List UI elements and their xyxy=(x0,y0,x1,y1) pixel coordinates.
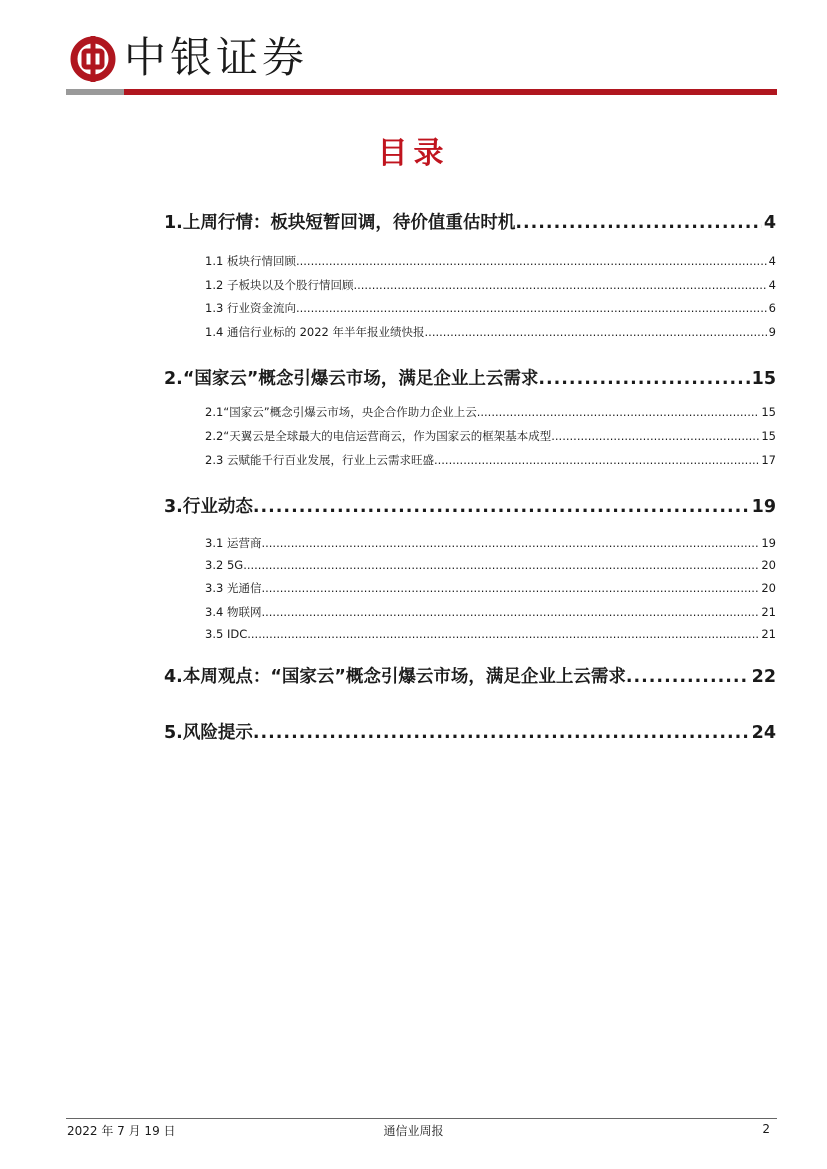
toc-section-title: 4.本周观点：“国家云”概念引爆云市场，满足企业上云需求 xyxy=(164,667,626,687)
toc-section-1[interactable] xyxy=(164,209,776,233)
footer-report-name: 通信业周报 xyxy=(383,1124,444,1138)
toc-item-2-2[interactable] xyxy=(205,428,776,444)
leader-dots xyxy=(261,536,759,550)
toc-page-number: 4 xyxy=(768,254,776,268)
leader-dots xyxy=(296,301,767,315)
toc-item-title: 1.1 板块行情回顾 xyxy=(205,254,296,268)
toc-item-1-4[interactable] xyxy=(205,324,776,340)
toc-page-number: 4 xyxy=(763,213,776,233)
bank-of-china-logo-icon xyxy=(70,36,116,82)
toc-item-1-2[interactable] xyxy=(205,277,776,293)
toc-item-3-5[interactable] xyxy=(205,627,776,643)
toc-item-title: 1.2 子板块以及个股行情回顾 xyxy=(205,278,354,292)
leader-dots xyxy=(243,558,759,572)
toc-item-1-3[interactable] xyxy=(205,300,776,316)
toc-section-title: 5.风险提示 xyxy=(164,723,253,743)
toc-item-1-1[interactable] xyxy=(205,253,776,269)
toc-item-title: 3.5 IDC xyxy=(205,627,248,641)
toc-page-number: 4 xyxy=(768,278,776,292)
toc-page-number: 15 xyxy=(761,429,776,443)
toc-page-number: 15 xyxy=(751,369,776,389)
toc-item-title: 3.4 物联网 xyxy=(205,605,262,619)
toc-item-3-3[interactable] xyxy=(205,580,776,596)
toc-page-number: 15 xyxy=(761,405,776,419)
toc-section-title: 1.上周行情：板块短暂回调，待价值重估时机 xyxy=(164,213,516,233)
toc-item-title: 3.3 光通信 xyxy=(205,581,262,595)
toc-section-title: 3.行业动态 xyxy=(164,497,253,517)
toc-item-title: 2.1“国家云”概念引爆云市场，央企合作助力企业上云 xyxy=(205,405,477,419)
header-rule-red xyxy=(124,89,777,95)
toc-page-number: 19 xyxy=(761,536,776,550)
toc-item-3-4[interactable] xyxy=(205,604,776,620)
leader-dots xyxy=(261,581,759,595)
toc-section-3[interactable] xyxy=(164,493,776,517)
toc-item-2-3[interactable] xyxy=(205,452,776,468)
toc-section-5[interactable] xyxy=(164,719,776,743)
toc-item-title: 3.1 运营商 xyxy=(205,536,262,550)
leader-dots xyxy=(296,254,767,268)
leader-dots xyxy=(477,405,760,419)
toc-item-title: 2.3 云赋能千行百业发展，行业上云需求旺盛 xyxy=(205,453,434,467)
toc-page-number: 20 xyxy=(761,558,776,572)
leader-dots xyxy=(247,627,759,641)
toc-section-2[interactable] xyxy=(164,365,776,389)
brand-name: 中银证券 xyxy=(124,33,309,82)
toc-section-4[interactable] xyxy=(164,663,776,687)
leader-dots xyxy=(261,605,759,619)
header-rule-gray xyxy=(66,89,124,95)
leader-dots xyxy=(425,325,767,339)
leader-dots xyxy=(353,278,766,292)
toc-item-3-2[interactable] xyxy=(205,558,776,574)
leader-dots xyxy=(551,429,759,443)
toc-item-2-1[interactable] xyxy=(205,404,776,420)
footer-rule xyxy=(66,1118,777,1119)
leader-dots xyxy=(515,213,761,233)
footer-date: 2022 年 7 月 19 日 xyxy=(67,1124,176,1138)
toc-title: 目录 xyxy=(377,136,450,171)
toc-item-title: 1.3 行业资金流向 xyxy=(205,301,296,315)
toc-page-number: 21 xyxy=(761,627,776,641)
footer-page-number: 2 xyxy=(762,1122,770,1136)
toc-item-title: 2.2“天翼云是全球最大的电信运营商云，作为国家云的框架基本成型 xyxy=(205,429,552,443)
toc-item-3-1[interactable] xyxy=(205,535,776,551)
toc-item-title: 3.2 5G xyxy=(205,558,244,572)
leader-dots xyxy=(253,497,750,517)
leader-dots xyxy=(253,723,750,743)
leader-dots xyxy=(538,369,749,389)
toc-page-number: 19 xyxy=(751,497,776,517)
toc-section-title: 2.“国家云”概念引爆云市场，满足企业上云需求 xyxy=(164,369,539,389)
toc-page-number: 21 xyxy=(761,605,776,619)
leader-dots xyxy=(434,453,759,467)
toc-page-number: 6 xyxy=(768,301,776,315)
leader-dots xyxy=(626,667,750,687)
toc-page-number: 20 xyxy=(761,581,776,595)
toc-item-title: 1.4 通信行业标的 2022 年半年报业绩快报 xyxy=(205,325,425,339)
toc-page-number: 9 xyxy=(768,325,776,339)
toc-page-number: 22 xyxy=(751,667,776,687)
toc-page-number: 17 xyxy=(761,453,776,467)
toc-page-number: 24 xyxy=(751,723,776,743)
